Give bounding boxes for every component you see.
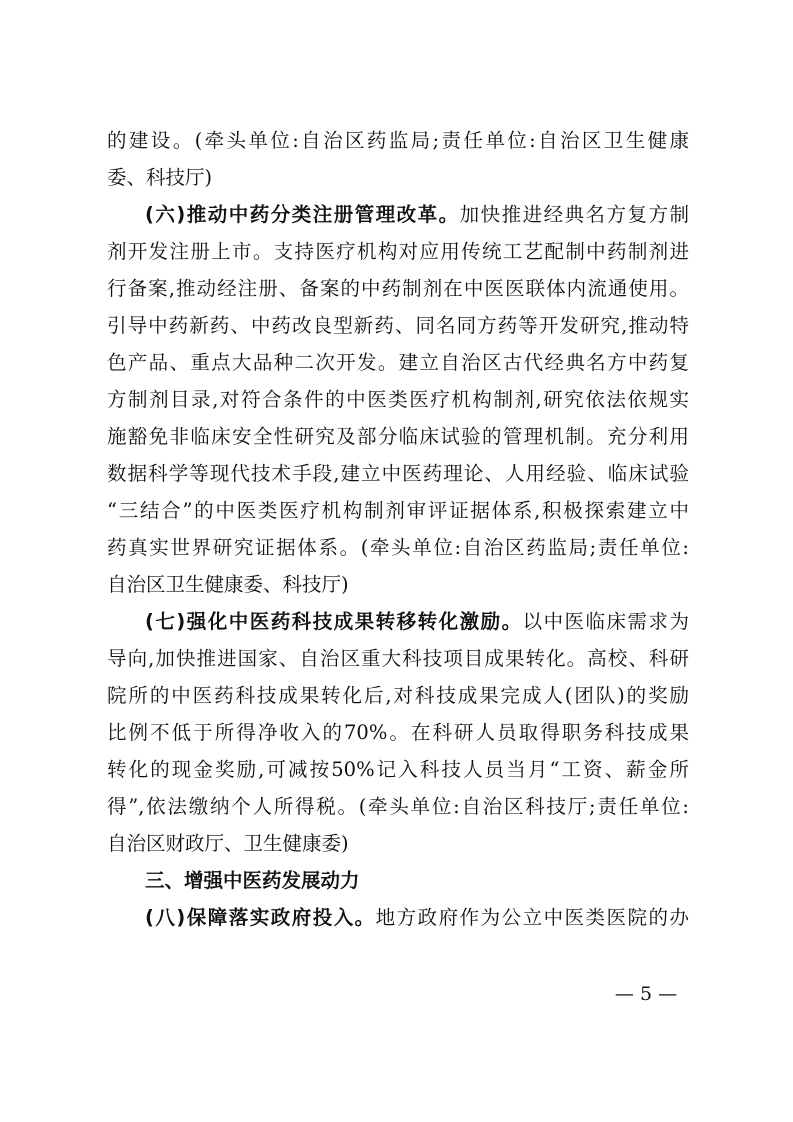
paragraph-line: 方制剂目录,对符合条件的中医类医疗机构制剂,研究依法依规实 — [107, 388, 689, 411]
paragraph-line: 引导中药新药、中药改良型新药、同名同方药等开发研究,推动特 — [107, 314, 689, 337]
paragraph-line: 得”,依法缴纳个人所得税。(牵头单位:自治区科技厅;责任单位: — [107, 795, 689, 818]
paragraph-line: 数据科学等现代技术手段,建立中医药理论、人用经验、临床试验 — [107, 462, 689, 485]
paragraph-first-line — [145, 201, 689, 229]
paragraph-heading: (七)强化中医药科技成果转移转化激励。 — [145, 610, 523, 633]
paragraph-line: 药真实世界研究证据体系。(牵头单位:自治区药监局;责任单位: — [107, 536, 689, 559]
paragraph-line: 自治区财政厅、卫生健康委) — [107, 832, 349, 855]
paragraph-first-line — [145, 904, 689, 932]
page-number: — 5 — — [614, 983, 678, 1005]
paragraph-text: 以中医临床需求为 — [522, 610, 689, 633]
paragraph-line: 导向,加快推进国家、自治区重大科技项目成果转化。高校、科研 — [107, 647, 689, 670]
paragraph-line: 比例不低于所得净收入的70%。在科研人员取得职务科技成果 — [107, 721, 689, 744]
paragraph-line: 施豁免非临床安全性研究及部分临床试验的管理机制。充分利用 — [107, 425, 689, 448]
paragraph-heading: (八)保障落实政府投入。 — [145, 906, 376, 929]
paragraph-line: 转化的现金奖励,可减按50%记入科技人员当月“工资、薪金所 — [107, 758, 689, 781]
paragraph-text: 地方政府作为公立中医类医院的办 — [375, 906, 689, 929]
paragraph-line: 色产品、重点大品种二次开发。建立自治区古代经典名方中药复 — [107, 351, 689, 374]
paragraph-line: 院所的中医药科技成果转化后,对科技成果完成人(团队)的奖励 — [107, 684, 689, 707]
paragraph-heading: (六)推动中药分类注册管理改革。 — [145, 203, 460, 226]
paragraph-line: 的建设。(牵头单位:自治区药监局;责任单位:自治区卫生健康 — [107, 129, 689, 152]
paragraph-line: 自治区卫生健康委、科技厅) — [107, 573, 349, 596]
paragraph-text: 加快推进经典名方复方制 — [459, 203, 689, 226]
paragraph-line: 行备案,推动经注册、备案的中药制剂在中医医联体内流通使用。 — [107, 277, 689, 300]
paragraph-line: 剂开发注册上市。支持医疗机构对应用传统工艺配制中药制剂进 — [107, 240, 689, 263]
section-title: 三、增强中医药发展动力 — [145, 869, 360, 892]
paragraph-line: 委、科技厅) — [107, 166, 213, 189]
paragraph-line: “三结合”的中医类医疗机构制剂审评证据体系,积极探索建立中 — [107, 499, 689, 522]
paragraph-first-line — [145, 608, 689, 636]
